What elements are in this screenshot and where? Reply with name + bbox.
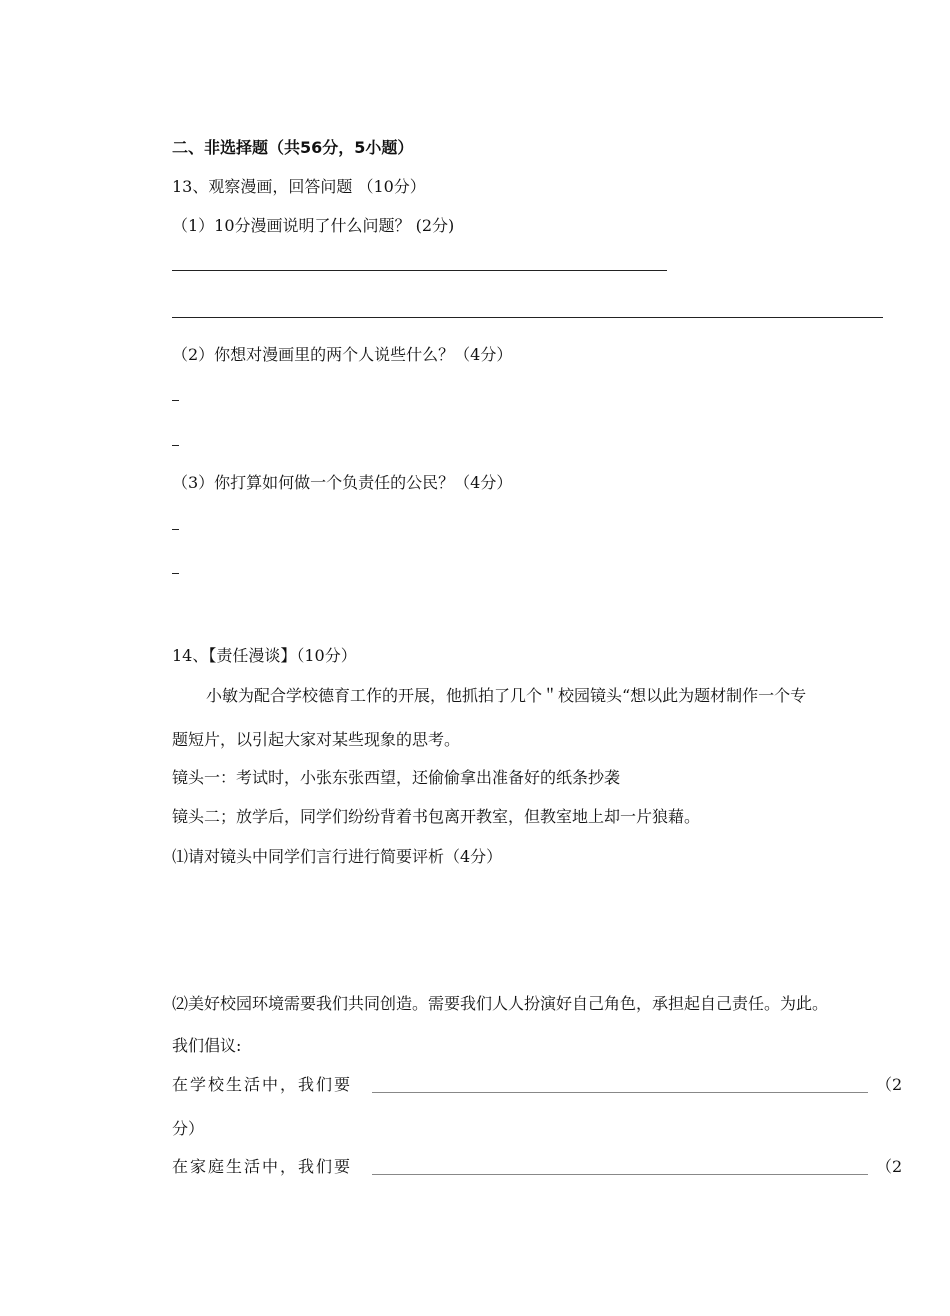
school-life-blank[interactable] bbox=[372, 1092, 868, 1093]
answer-line[interactable] bbox=[172, 317, 883, 318]
question-14-sub1: ⑴请对镜头中同学们言行进行简要评析（4分） bbox=[172, 847, 503, 866]
home-life-points: （2 bbox=[876, 1157, 903, 1176]
question-13-sub3: （3）你打算如何做一个负责任的公民？（4分） bbox=[172, 473, 513, 492]
question-14-sub2: ⑵美好校园环境需要我们共同创造。需要我们人人扮演好自己角色，承担起自己责任。为此。 bbox=[172, 994, 829, 1013]
question-13-sub2: （2）你想对漫画里的两个人说些什么？（4分） bbox=[172, 345, 513, 364]
answer-dash[interactable] bbox=[172, 445, 179, 446]
answer-dash[interactable] bbox=[172, 529, 179, 530]
answer-dash[interactable] bbox=[172, 400, 179, 401]
question-14-title: 14、【责任漫谈】（10分） bbox=[172, 646, 357, 665]
proposal-label: 我们倡议: bbox=[172, 1036, 242, 1055]
section-title: 二、非选择题（共56分，5小题） bbox=[172, 138, 414, 157]
shot-one: 镜头一：考试时，小张东张西望，还偷偷拿出准备好的纸条抄袭 bbox=[172, 768, 621, 787]
school-life-points: （2 bbox=[876, 1075, 903, 1094]
answer-dash[interactable] bbox=[172, 573, 179, 574]
shot-two: 镜头二；放学后，同学们纷纷背着书包离开教室，但教室地上却一片狼藉。 bbox=[172, 807, 701, 826]
school-life-points-cont: 分） bbox=[172, 1119, 205, 1138]
home-life-blank[interactable] bbox=[372, 1174, 868, 1175]
home-life-prefix: 在家庭生活中，我们要 bbox=[172, 1157, 353, 1176]
school-life-prefix: 在学校生活中，我们要 bbox=[172, 1075, 353, 1094]
answer-line[interactable] bbox=[172, 270, 667, 271]
question-14-intro-cont: 题短片，以引起大家对某些现象的思考。 bbox=[172, 730, 461, 749]
question-13-title: 13、观察漫画，回答问题 （10分） bbox=[172, 177, 426, 196]
question-13-sub1: （1）10分漫画说明了什么问题？ (2分) bbox=[172, 216, 455, 235]
question-14-intro: 小敏为配合学校德育工作的开展，他抓拍了几个＂校园镜头“想以此为题材制作一个专 bbox=[206, 686, 807, 705]
